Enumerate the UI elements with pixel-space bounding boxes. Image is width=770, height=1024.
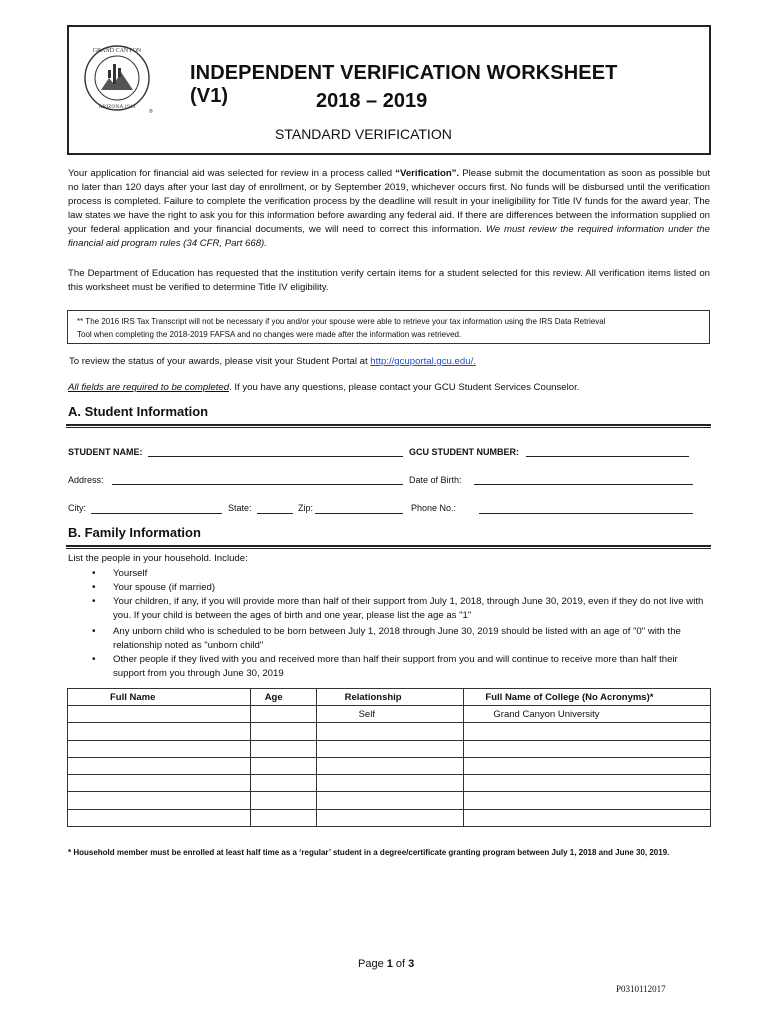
page-total: 3 [408,958,415,970]
cell-college[interactable] [464,775,711,792]
table-row [68,792,711,809]
form-code: P0310112017 [616,984,666,994]
required-fields-notice: All fields are required to be completed [68,382,230,393]
svg-text:ARIZONA 1949: ARIZONA 1949 [98,104,136,110]
svg-text:GRAND CANYON: GRAND CANYON [92,48,142,54]
cell-college[interactable]: Grand Canyon University [464,706,711,723]
cell-age[interactable] [250,740,316,757]
svg-text:®: ® [149,109,153,115]
doe-paragraph: The Department of Education has requested that the institution verify certain items for a student selected for this review. All verification items listed on this worksheet must be verified to determine Title IV eligibility. [68,268,710,293]
section-b-rule [66,545,711,549]
household-table [67,688,711,827]
cell-full-name[interactable] [68,775,251,792]
cell-relationship[interactable]: Self [316,706,464,723]
phone-field[interactable] [479,513,693,514]
bullet-item: • Your children, if any, if you will provide more than half of their support from July 1, 2018, through June 30, 2019, even if they do not live with you. If your child is between the ages of birth and one year, please list the age as "1" [92,595,712,623]
portal-line [69,356,476,367]
award-year: 2018 – 2019 [316,90,428,112]
cell-full-name[interactable] [68,792,251,809]
table-header-row [68,689,711,706]
address-label: Address: [68,475,104,485]
city-label: City: [68,503,86,513]
gcu-number-label: GCU STUDENT NUMBER: [409,447,519,457]
table-row [68,775,711,792]
table-row [68,757,711,774]
page-of: of [392,958,409,970]
bullet-item: • Any unborn child who is scheduled to be born between July 1, 2018 through June 30, 2019 should be listed with an age of "0" with the relationship noted as "unborn child" [92,625,712,653]
phone-label: Phone No.: [411,503,457,513]
col-relationship: Relationship [316,689,464,706]
cell-college[interactable] [464,809,711,826]
intro-verification-term: “Verification”. [395,168,460,179]
household-list-intro: List the people in your household. Include: [68,553,248,564]
dob-label: Date of Birth: [409,475,462,485]
irs-note-box [67,310,710,344]
table-row [68,706,711,723]
document-title: INDEPENDENT VERIFICATION WORKSHEET (V1) [190,62,618,107]
cell-age[interactable] [250,757,316,774]
verification-type: STANDARD VERIFICATION [275,126,452,142]
student-name-field[interactable] [148,456,403,457]
cell-full-name[interactable] [68,740,251,757]
cell-age[interactable] [250,792,316,809]
required-fields-line [68,382,579,393]
cell-full-name[interactable] [68,723,251,740]
cell-age[interactable] [250,775,316,792]
university-seal-logo [83,38,155,124]
cell-full-name[interactable] [68,809,251,826]
col-college: Full Name of College (No Acronyms)* [464,689,711,706]
state-field[interactable] [257,513,293,514]
cell-age[interactable] [250,723,316,740]
gcu-number-field[interactable] [526,456,689,457]
dob-field[interactable] [474,484,693,485]
intro-paragraph [68,167,710,251]
address-field[interactable] [112,484,403,485]
bullet-item: • Your spouse (if married) [92,581,712,595]
zip-label: Zip: [298,503,314,513]
city-field[interactable] [91,513,222,514]
cell-college[interactable] [464,792,711,809]
cell-full-name[interactable] [68,757,251,774]
cell-college[interactable] [464,757,711,774]
table-row [68,740,711,757]
cell-full-name[interactable] [68,706,251,723]
page-prefix: Page [358,958,387,970]
irs-note-line-2: Tool when completing the 2018-2019 FAFSA and no changes were made after the information was retrieved. [77,330,462,339]
student-name-label: STUDENT NAME: [68,447,143,457]
cell-college[interactable] [464,740,711,757]
irs-note-line-1: ** The 2016 IRS Tax Transcript will not be necessary if you and/or your spouse were able to retrieve your tax information using the IRS Data Retrieval [77,317,606,326]
page-current: 1 [386,958,393,970]
section-a-heading: A. Student Information [68,404,209,419]
cell-relationship[interactable] [316,757,464,774]
section-a-rule [66,424,711,428]
page-number [358,958,414,970]
cell-relationship[interactable] [316,740,464,757]
zip-field[interactable] [315,513,403,514]
bullet-item: • Yourself [92,567,712,581]
table-row [68,723,711,740]
cell-relationship[interactable] [316,809,464,826]
student-portal-link[interactable]: http://gcuportal.gcu.edu/. [370,356,476,367]
intro-text-1: Your application for financial aid was selected for review in a process called [68,168,396,179]
section-b-heading: B. Family Information [68,525,201,540]
household-bullet-list [92,567,712,681]
col-age: Age [250,689,316,706]
table-row [68,809,711,826]
cell-relationship[interactable] [316,792,464,809]
cell-age[interactable] [250,706,316,723]
intro-text-2: Please submit the documentation as soon as possible but no later than 120 days after your last day of enrollment, or by September 2019, whichever occurs first. No funds will be disbursed until the verification process is completed. Failure to complete the verification process by the deadline will result in your ineligibility for Title IV funds for the award year. The law states we have the right to ask you for this information before awarding any federal aid. If there are differences between the information supplied on your federal application and your financial documents, we will need to correct this information. [68,168,710,235]
col-full-name: Full Name [68,689,251,706]
cell-relationship[interactable] [316,775,464,792]
cell-age[interactable] [250,809,316,826]
intro-regulation-note: We must review the required information under the financial aid program rules (34 CFR, Part 668). [68,224,710,249]
contact-counselor-text: . If you have any questions, please contact your GCU Student Services Counselor. [229,382,580,393]
bullet-item: • Other people if they lived with you and received more than half their support from you and will continue to receive more than half their support from you through June 30, 2019 [92,653,712,681]
portal-text: To review the status of your awards, please visit your Student Portal at [69,356,371,367]
enrollment-footnote: * Household member must be enrolled at least half time as a ‘regular’ student in a degree/certificate granting program between July 1, 2018 and June 30, 2019. [68,848,670,857]
state-label: State: [228,503,252,513]
cell-college[interactable] [464,723,711,740]
cell-relationship[interactable] [316,723,464,740]
